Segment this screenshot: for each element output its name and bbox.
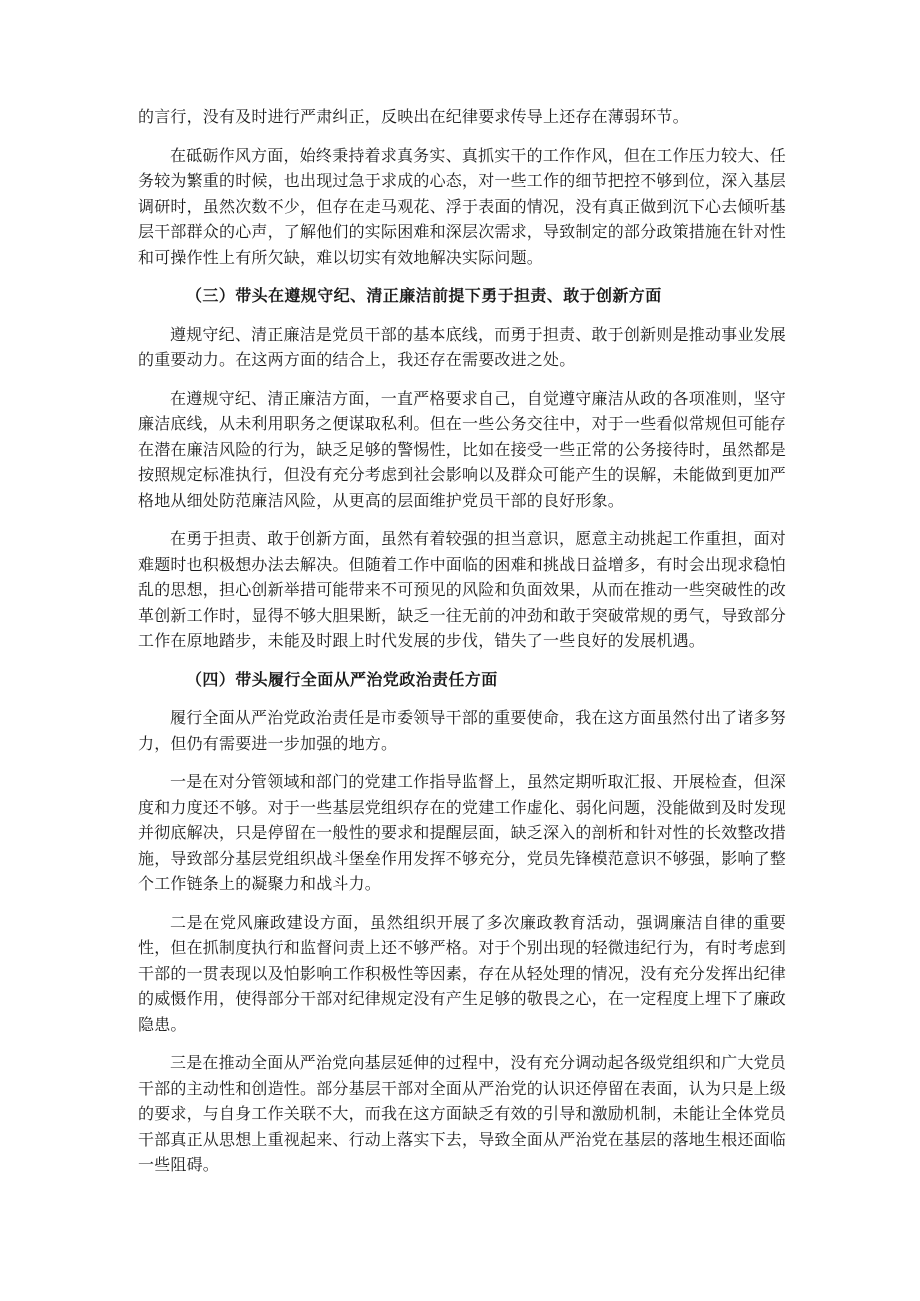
paragraph-work-style: 在砥砺作风方面，始终秉持着求真务实、真抓实干的工作作风，但在工作压力较大、任务较为繁重的时候，也出现过急于求成的心态，对一些工作的细节把控不够到位，深入基层调研时，虽然次数不少，但存在走马观花、浮于表面的情况，没有真正做到沉下心去倾听基层干部群众的心声，了解他们的实际困难和深层次需求，导致制定的部分政策措施在针对性和可操作性上有所欠缺，难以切实有效地解决实际问题。 — [138, 145, 787, 267]
paragraph-innovation: 在勇于担责、敢于创新方面，虽然有着较强的担当意识，愿意主动挑起工作重担，面对难题时也积极想办法去解决。但随着工作中面临的困难和挑战日益增多，有时会出现求稳怕乱的思想，担心创新举措可能带来不可预见的风险和负面效果，从而在推动一些突破性的改革创新工作时，显得不够大胆果断，缺乏一往无前的冲劲和敢于突破常规的勇气，导致部分工作在原地踏步，未能及时跟上时代发展的步伐，错失了一些良好的发展机遇。 — [138, 529, 787, 650]
paragraph-point-one: 一是在对分管领域和部门的党建工作指导监督上，虽然定期听取汇报、开展检查，但深度和力度还不够。对于一些基层党组织存在的党建工作虚化、弱化问题，没能做到及时发现并彻底解决，只是停留在一般性的要求和提醒层面，缺乏深入的剖析和针对性的长效整改措施，导致部分基层党组织战斗堡垒作用发挥不够充分，党员先锋模范意识不够强，影响了整个工作链条上的凝聚力和战斗力。 — [138, 772, 787, 893]
paragraph-discipline-intro: 遵规守纪、清正廉洁是党员干部的基本底线，而勇于担责、敢于创新则是推动事业发展的重要动力。在这两方面的结合上，我还存在需要改进之处。 — [138, 324, 786, 369]
paragraph-continuation: 的言行，没有及时进行严肃纠正，反映出在纪律要求传导上还存在薄弱环节。 — [138, 107, 689, 126]
paragraph-point-two: 二是在党风廉政建设方面，虽然组织开展了多次廉政教育活动，强调廉洁自律的重要性，但在抓制度执行和监督问责上还不够严格。对于个别出现的轻微违纪行为，有时考虑到干部的一贯表现以及怕影响工作积极性等因素，存在从轻处理的情况，没有充分发挥出纪律的威慑作用，使得部分干部对纪律规定没有产生足够的敬畏之心，在一定程度上埋下了廉政隐患。 — [138, 912, 787, 1034]
section-heading-4: （四）带头履行全面从严治党政治责任方面 — [186, 669, 498, 689]
paragraph-point-three: 三是在推动全面从严治党向基层延伸的过程中，没有充分调动起各级党组织和广大党员干部的主动性和创造性。部分基层干部对全面从严治党的认识还停留在表面，认为只是上级的要求，与自身工作关联不大，而我在这方面缺乏有效的引导和激励机制，未能让全体党员干部真正从思想上重视起来、行动上落实下去，导致全面从严治党在基层的落地生根还面临一些阻碍。 — [138, 1053, 787, 1174]
document-page — [138, 104, 786, 1191]
paragraph-party-governance-intro: 履行全面从严治党政治责任是市委领导干部的重要使命，我在这方面虽然付出了诸多努力，但仍有需要进一步加强的地方。 — [138, 708, 786, 753]
paragraph-integrity: 在遵规守纪、清正廉洁方面，一直严格要求自己，自觉遵守廉洁从政的各项准则，坚守廉洁底线，从未利用职务之便谋取私利。但在一些公务交往中，对于一些看似常规但可能存在潜在廉洁风险的行为，缺乏足够的警惕性，比如在接受一些正常的公务接待时，虽然都是按照规定标准执行，但没有充分考虑到社会影响以及群众可能产生的误解，未能做到更加严格地从细处防范廉洁风险，从更高的层面维护党员干部的良好形象。 — [138, 388, 787, 510]
section-heading-3: （三）带头在遵规守纪、清正廉洁前提下勇于担责、敢于创新方面 — [186, 286, 662, 305]
